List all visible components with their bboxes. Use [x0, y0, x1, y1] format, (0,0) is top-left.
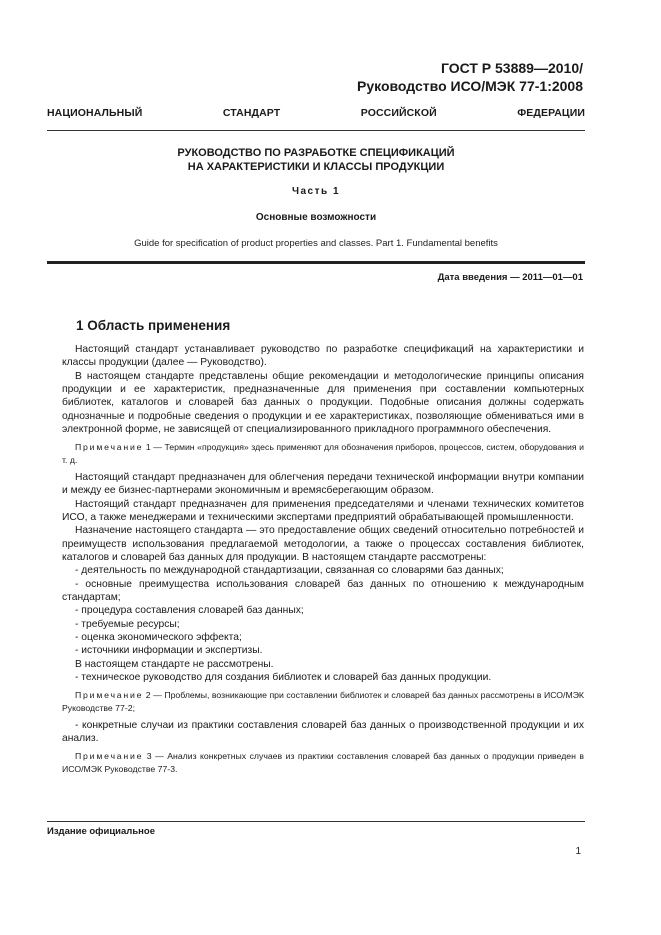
list-item: - требуемые ресурсы;: [75, 618, 180, 630]
page-number: 1: [575, 846, 581, 857]
introduction-date: Дата введения — 2011—01—01: [437, 272, 583, 283]
note-2: [62, 689, 584, 713]
document-title: [47, 146, 585, 174]
standard-code: [357, 59, 583, 95]
english-title: Guide for specification of product properties and classes. Part 1. Fundamental benefits: [134, 238, 498, 249]
national-standard-banner: НАЦИОНАЛЬНЫЙ СТАНДАРТ РОССИЙСКОЙ ФЕДЕРАЦИИ: [47, 107, 585, 119]
title-line1: РУКОВОДСТВО ПО РАЗРАБОТКЕ СПЕЦИФИКАЦИЙ: [177, 147, 455, 159]
note-label: Примечание: [75, 442, 144, 453]
section-heading: 1 Область применения: [76, 318, 231, 333]
list-item: - основные преимущества использования словарей баз данных по отношению к международным стандартам;: [62, 578, 584, 603]
title-divider: [47, 261, 585, 264]
note-label: Примечание: [75, 751, 144, 762]
paragraph: Назначение настоящего стандарта — это предоставление общих сведений относительно потребностей и преимуществ использования предлагаемой методологии, а также о процессах составления библиотек, каталогов и словарей баз данных для продукции. В настоящем стандарте рассмотрены:: [62, 525, 584, 563]
section-body: [62, 343, 584, 775]
note-3: [62, 750, 584, 774]
subtitle: Основные возможности: [255, 212, 377, 223]
note-text: 2 — Проблемы, возникающие при составлении библиотек и словарей баз данных рассмотрены в ИСО/МЭК Руководстве 77-2;: [62, 690, 584, 713]
list-item: - деятельность по международной стандартизации, связанная со словарями баз данных;: [75, 565, 504, 577]
list-item: - процедура составления словарей баз данных;: [75, 605, 304, 617]
note-text: 3 — Анализ конкретных случаев из практики составления словарей баз данных о продукции приведен в ИСО/МЭК Руководстве 77-3.: [62, 751, 584, 774]
note-text: 1 — Термин «продукция» здесь применяют для обозначения приборов, процессов, систем, оборудования и т. д.: [62, 442, 584, 465]
list-item: - конкретные случаи из практики составления словарей баз данных о производственной продукции и их анализ.: [62, 719, 584, 745]
list-item: - техническое руководство для создания библиотек и словарей баз данных продукции.: [75, 671, 492, 683]
title-line2: НА ХАРАКТЕРИСТИКИ И КЛАССЫ ПРОДУКЦИИ: [187, 161, 445, 173]
part-label: Часть 1: [291, 186, 341, 197]
paragraph: В настоящем стандарте представлены общие рекомендации и методологические принципы описания продукции и ее характеристик, предназначенные для применения при составлении компьютерных библиотек, каталогов и словарей баз данных о продукции. Подобные описания должны содержать однозначные и подробные сведения о продукции и ее характеристиках, позволяющие обмениваться ими в электронной форме, не зависящей от специализированного прикладного программного обеспечения.: [62, 370, 584, 436]
standard-code-line1: ГОСТ Р 53889—2010/: [440, 60, 583, 76]
edition-label: Издание официальное: [47, 826, 155, 837]
note-label: Примечание: [75, 690, 144, 701]
paragraph: Настоящий стандарт устанавливает руководство по разработке спецификаций на характеристики и классы продукции (далее — Руководство).: [62, 344, 584, 369]
top-divider: [47, 130, 585, 131]
standard-code-line2: Руководство ИСО/МЭК 77-1:2008: [357, 78, 583, 94]
note-1: [62, 441, 584, 465]
paragraph: Настоящий стандарт предназначен для облегчения передачи технической информации внутри компании и между ее бизнес-партнерами экономичным и времясберегающим образом.: [62, 471, 584, 497]
paragraph: В настоящем стандарте не рассмотрены.: [75, 658, 274, 670]
list-item: - оценка экономического эффекта;: [75, 631, 242, 643]
footer-divider: [47, 821, 585, 822]
list-item: - источники информации и экспертизы.: [75, 645, 263, 657]
paragraph: Настоящий стандарт предназначен для применения председателями и членами технических комитетов ИСО, а также менеджерами и техническими экспертами предприятий обрабатывающей промышленности.: [62, 498, 584, 523]
